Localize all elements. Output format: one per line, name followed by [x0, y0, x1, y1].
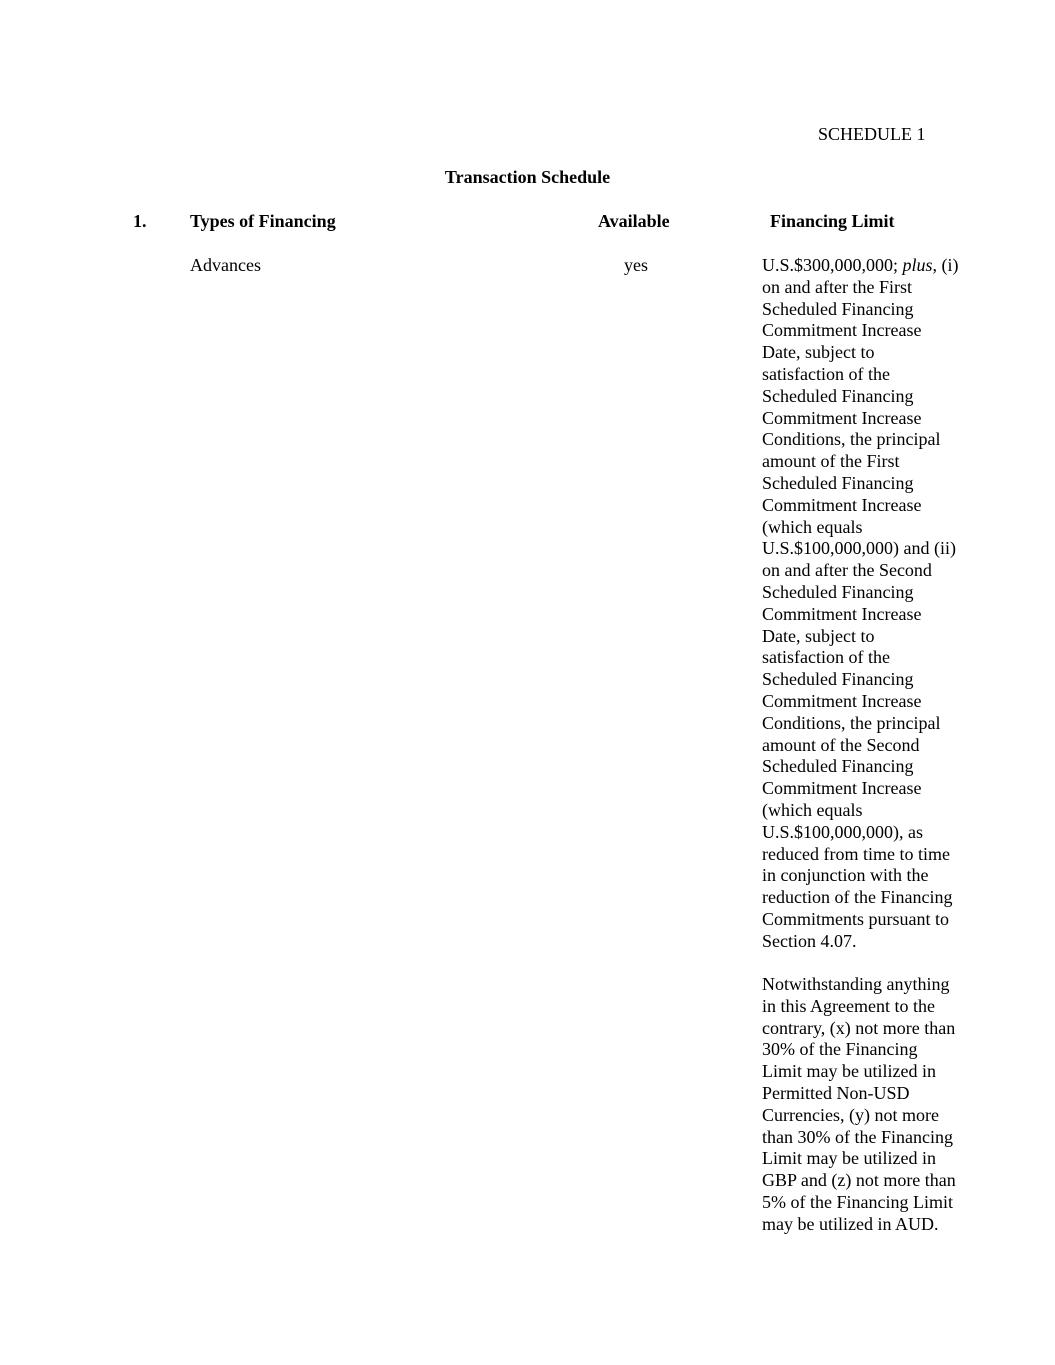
- financing-limit-line: satisfaction of the: [762, 647, 890, 668]
- financing-limit-line: Permitted Non-USD: [762, 1082, 910, 1103]
- limit-clause-marker: , (i): [932, 255, 959, 275]
- financing-limit-line: 30% of the Financing: [762, 1039, 918, 1060]
- financing-limit-line: satisfaction of the: [762, 363, 890, 384]
- availability-value: yes: [624, 255, 648, 275]
- financing-limit-line: Commitment Increase: [762, 407, 922, 428]
- document-title: Transaction Schedule: [444, 167, 611, 187]
- section-number: 1.: [133, 211, 147, 231]
- financing-limit-line: in this Agreement to the: [762, 995, 935, 1016]
- financing-limit-line: (which equals: [762, 799, 863, 820]
- financing-limit-line: Commitment Increase: [762, 320, 922, 341]
- financing-limit-line: contrary, (x) not more than: [762, 1017, 956, 1038]
- column-header-financing-limit: Financing Limit: [770, 211, 895, 231]
- financing-limit-line: amount of the Second: [762, 734, 920, 755]
- column-header-available: Available: [598, 211, 670, 231]
- financing-limit-line: Scheduled Financing: [762, 472, 914, 493]
- financing-limit-line: Limit may be utilized in: [762, 1148, 936, 1169]
- financing-limit-line: reduced from time to time: [762, 843, 950, 864]
- financing-limit-line: Scheduled Financing: [762, 581, 914, 602]
- financing-limit-line: Scheduled Financing: [762, 756, 914, 777]
- financing-limit-line: Date, subject to: [762, 625, 875, 646]
- financing-limit-line: Scheduled Financing: [762, 298, 914, 319]
- financing-limit-line: Currencies, (y) not more: [762, 1104, 939, 1125]
- financing-limit-line: U.S.$100,000,000), as: [762, 821, 923, 842]
- financing-limit-line: (which equals: [762, 516, 863, 537]
- financing-limit-line: Date, subject to: [762, 342, 875, 363]
- financing-limit-line: Scheduled Financing: [762, 385, 914, 406]
- financing-limit-line: Commitment Increase: [762, 603, 922, 624]
- financing-type-advances: Advances: [190, 255, 261, 275]
- financing-limit-line: Limit may be utilized in: [762, 1061, 936, 1082]
- limit-amount: U.S.$300,000,000;: [762, 255, 903, 275]
- financing-limit-line: on and after the First: [762, 276, 912, 297]
- financing-limit-line: Commitment Increase: [762, 778, 922, 799]
- financing-limit-paragraph-1: [762, 255, 994, 953]
- financing-limit-line: reduction of the Financing: [762, 887, 953, 908]
- financing-limit-line: amount of the First: [762, 451, 900, 472]
- financing-limit-line: Conditions, the principal: [762, 712, 941, 733]
- financing-limit-line: Commitment Increase: [762, 494, 922, 515]
- financing-limit-line: Commitments pursuant to: [762, 908, 949, 929]
- financing-limit-line: Section 4.07.: [762, 930, 857, 951]
- financing-limit-paragraph-1-lines: [762, 277, 994, 953]
- financing-limit-paragraph-2: [762, 974, 994, 1236]
- column-header-types-of-financing: Types of Financing: [190, 211, 336, 231]
- financing-limit-line: U.S.$100,000,000) and (ii): [762, 538, 956, 559]
- financing-limit-line: Commitment Increase: [762, 690, 922, 711]
- limit-plus-italic: plus: [902, 255, 933, 275]
- financing-limit-line: Conditions, the principal: [762, 429, 941, 450]
- financing-limit-line: in conjunction with the: [762, 865, 929, 886]
- financing-limit-line: GBP and (z) not more than: [762, 1170, 956, 1191]
- financing-limit-line: than 30% of the Financing: [762, 1126, 953, 1147]
- financing-limit-first-line: [762, 255, 994, 277]
- schedule-heading: SCHEDULE 1: [818, 124, 926, 144]
- financing-limit-line: Notwithstanding anything: [762, 974, 950, 994]
- financing-limit-line: may be utilized in AUD.: [762, 1213, 939, 1234]
- financing-limit-paragraph-2-lines: [762, 974, 994, 1236]
- financing-limit-line: Scheduled Financing: [762, 669, 914, 690]
- financing-limit-line: 5% of the Financing Limit: [762, 1191, 953, 1212]
- financing-limit-line: on and after the Second: [762, 560, 932, 581]
